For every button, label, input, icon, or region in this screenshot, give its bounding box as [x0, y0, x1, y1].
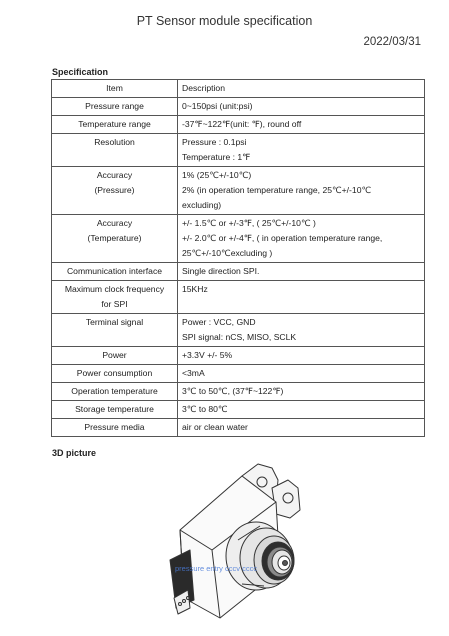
document-date: 2022/03/31 [363, 36, 421, 48]
spec-item-text: Terminal signal [85, 317, 144, 327]
spec-item-text: Temperature range [78, 119, 151, 129]
spec-description-text: Pressure : 0.1psi [182, 137, 247, 147]
spec-item-cell [52, 401, 178, 419]
spec-item-text: Accuracy [96, 170, 133, 180]
3d-picture-heading: 3D picture [52, 448, 97, 458]
spec-item-cell [52, 263, 178, 281]
table-row [52, 419, 425, 437]
spec-description-cell [178, 263, 425, 281]
spec-item-cell [52, 314, 178, 347]
spec-item-text: Operation temperature [71, 386, 158, 396]
spec-description-cell [178, 281, 425, 314]
spec-item-cell [52, 419, 178, 437]
spec-description-cell [178, 98, 425, 116]
spec-description-cell [178, 314, 425, 347]
table-row [52, 98, 425, 116]
column-header-description: Description [178, 80, 425, 98]
column-header-item: Item [52, 80, 178, 98]
specification-table [51, 79, 425, 437]
table-row [52, 281, 425, 314]
spec-description-text: 3℃ to 50℃, (37℉~122℉) [182, 386, 284, 396]
spec-item-text: Power [102, 350, 127, 360]
spec-description-text: Temperature : 1℉ [182, 152, 251, 162]
spec-item-cell [52, 134, 178, 167]
spec-description-text: 15KHz [182, 284, 208, 294]
table-row [52, 134, 425, 167]
spec-item-cell [52, 383, 178, 401]
spec-description-text: 3℃ to 80℃ [182, 404, 228, 414]
table-row [52, 167, 425, 215]
spec-item-cell [52, 365, 178, 383]
spec-item-text: (Temperature) [87, 233, 142, 243]
table-row [52, 314, 425, 347]
spec-description-text: <3mA [182, 368, 205, 378]
table-row [52, 365, 425, 383]
spec-description-text: 1% (25℃+/-10℃) [182, 170, 252, 180]
spec-item-text: Pressure media [84, 422, 145, 432]
spec-description-text: 0~150psi (unit:psi) [182, 101, 253, 111]
spec-description-text: Power : VCC, GND [182, 317, 256, 327]
spec-item-text: Accuracy [96, 218, 133, 228]
table-row [52, 116, 425, 134]
spec-description-cell [178, 215, 425, 263]
sensor-3d-picture [150, 458, 320, 628]
spec-description-text: air or clean water [182, 422, 248, 432]
spec-description-text: -37℉~122℉(unit: ℉), round off [182, 119, 302, 129]
spec-item-cell [52, 281, 178, 314]
table-row [52, 401, 425, 419]
spec-description-cell [178, 401, 425, 419]
spec-item-text: Communication interface [66, 266, 163, 276]
spec-item-text: Power consumption [76, 368, 153, 378]
document-title: PT Sensor module specification [136, 14, 313, 28]
spec-description-cell [178, 134, 425, 167]
table-row [52, 215, 425, 263]
table-header-row [52, 80, 425, 98]
spec-item-cell [52, 215, 178, 263]
spec-description-text: +/- 1.5℃ or +/-3℉, ( 25℃+/-10℃ ) [182, 218, 316, 228]
watermark-text: pressure entry cccv cccc [175, 564, 258, 573]
table-row [52, 383, 425, 401]
sensor-drawing [150, 458, 320, 628]
spec-item-cell [52, 167, 178, 215]
spec-description-text: +/- 2.0℃ or +/-4℉, ( in operation temperature range, [182, 233, 383, 243]
spec-item-cell [52, 116, 178, 134]
spec-description-text: 2% (in operation temperature range, 25℃+/-10℃ [182, 185, 372, 195]
spec-description-cell [178, 116, 425, 134]
spec-description-cell [178, 383, 425, 401]
spec-description-text: 25℃+/-10℃excluding ) [182, 248, 273, 258]
spec-item-text: Pressure range [85, 101, 144, 111]
spec-item-text: Storage temperature [75, 404, 154, 414]
spec-description-text: +3.3V +/- 5% [182, 350, 233, 360]
spec-item-cell [52, 98, 178, 116]
spec-description-cell [178, 365, 425, 383]
table-row [52, 263, 425, 281]
spec-item-text: for SPI [101, 299, 128, 309]
spec-item-text: Maximum clock frequency [64, 284, 165, 294]
spec-description-cell [178, 419, 425, 437]
spec-item-text: (Pressure) [94, 185, 135, 195]
spec-description-cell [178, 167, 425, 215]
specification-heading: Specification [52, 67, 109, 77]
spec-description-text: SPI signal: nCS, MISO, SCLK [182, 332, 297, 342]
table-row [52, 347, 425, 365]
spec-description-text: Single direction SPI. [182, 266, 260, 276]
spec-description-text: excluding) [182, 200, 222, 210]
spec-description-cell [178, 347, 425, 365]
spec-item-cell [52, 347, 178, 365]
spec-item-text: Resolution [94, 137, 135, 147]
